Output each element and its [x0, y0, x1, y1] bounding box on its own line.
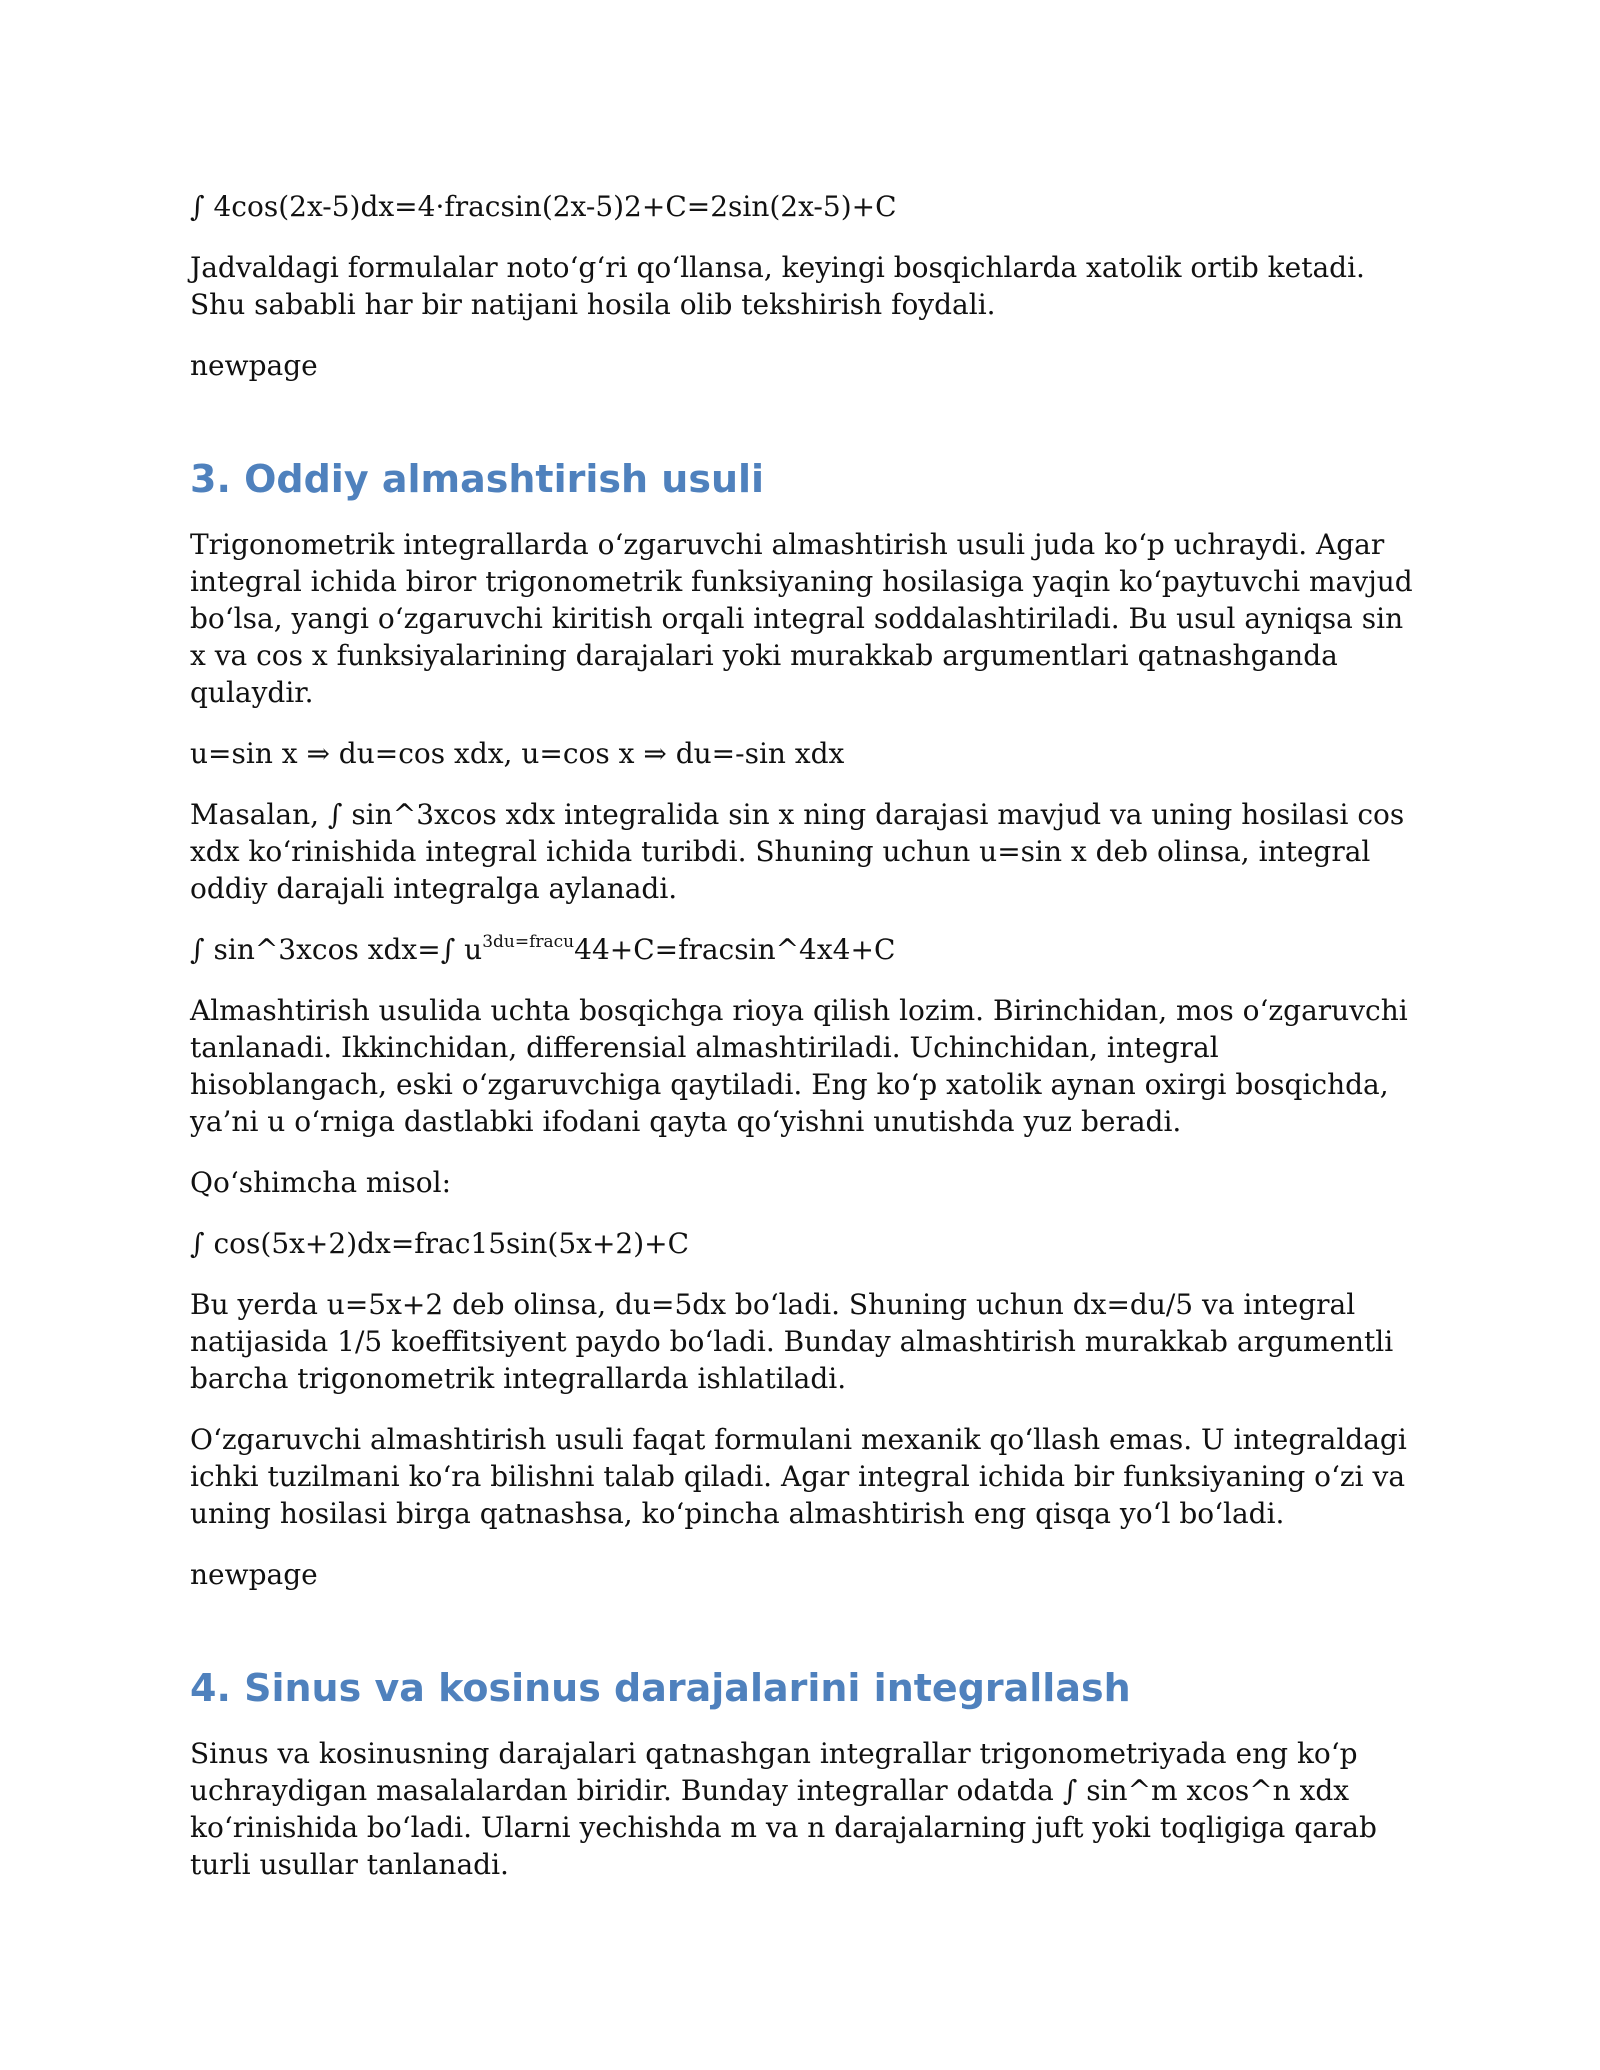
- paragraph: O‘zgaruvchi almashtirish usuli faqat formulani mexanik qo‘llash emas. U integraldagi ichki tuzilmani ko‘ra bilishni talab qiladi. Agar integral ichida bir funksiyaning o‘zi va uning hosilasi birga qatnashsa, ko‘pincha almashtirish eng qisqa yo‘l bo‘ladi.: [190, 1423, 1407, 1530]
- formula-line: ∫ cos(5x+2)dx=frac15sin(5x+2)+C: [190, 1227, 690, 1260]
- document-page: [190, 188, 1420, 1907]
- paragraph: Jadvaldagi formulalar noto‘g‘ri qo‘llansa, keyingi bosqichlarda xatolik ortib ketadi. Shu sababli har bir natijani hosila olib tekshirish foydali.: [190, 251, 1365, 321]
- paragraph: Trigonometrik integrallarda o‘zgaruvchi almashtirish usuli juda ko‘p uchraydi. Agar integral ichida biror trigonometrik funksiyaning hosilasiga yaqin ko‘paytuvchi mavjud bo‘lsa, yangi o‘zgaruvchi kiritish orqali integral soddalashtiriladi. Bu usul ayniqsa sin x va cos x funksiyalarining darajalari yoki murakkab argumentlari qatnashganda qulaydir.: [190, 528, 1413, 709]
- paragraph: Almashtirish usulida uchta bosqichga rioya qilish lozim. Birinchidan, mos o‘zgaruvchi tanlanadi. Ikkinchidan, differensial almashtiriladi. Uchinchidan, integral hisoblangach, eski o‘zgaruvchiga qaytiladi. Eng ko‘p xatolik aynan oxirgi bosqichda, ya’ni u o‘rniga dastlabki ifodani qayta qo‘yishni unutishda yuz beradi.: [190, 994, 1408, 1138]
- formula-part: 44+C=fracsin^4x4+C: [574, 933, 896, 966]
- formula-line: [190, 931, 1420, 968]
- page-break-marker: newpage: [190, 1558, 318, 1591]
- paragraph: Qo‘shimcha misol:: [190, 1166, 452, 1199]
- paragraph: Sinus va kosinusning darajalari qatnashgan integrallar trigonometriyada eng ko‘p uchraydigan masalalardan biridir. Bunday integrallar odatda ∫ sin^m xcos^n xdx ko‘rinishida bo‘ladi. Ularni yechishda m va n darajalarning juft yoki toqligiga qarab turli usullar tanlanadi.: [190, 1737, 1377, 1881]
- section-heading-3: 3. Oddiy almashtirish usuli: [190, 457, 765, 501]
- formula-line: ∫ 4cos(2x-5)dx=4·fracsin(2x-5)2+C=2sin(2x-5)+C: [190, 190, 897, 223]
- paragraph: Masalan, ∫ sin^3xcos xdx integralida sin x ning darajasi mavjud va uning hosilasi cos xdx ko‘rinishida integral ichida turibdi. Shuning uchun u=sin x deb olinsa, integral oddiy darajali integralga aylanadi.: [190, 798, 1405, 905]
- formula-part: ∫ sin^3xcos xdx=∫ u: [190, 933, 483, 966]
- formula-superscript: 3du=fracu: [482, 932, 575, 952]
- section-heading-4: 4. Sinus va kosinus darajalarini integrallash: [190, 1666, 1131, 1710]
- formula-line: u=sin x ⇒ du=cos xdx, u=cos x ⇒ du=-sin xdx: [190, 737, 845, 770]
- page-break-marker: newpage: [190, 349, 318, 382]
- paragraph: Bu yerda u=5x+2 deb olinsa, du=5dx bo‘ladi. Shuning uchun dx=du/5 va integral natijasida 1/5 koeffitsiyent paydo bo‘ladi. Bunday almashtirish murakkab argumentli barcha trigonometrik integrallarda ishlatiladi.: [190, 1288, 1394, 1395]
